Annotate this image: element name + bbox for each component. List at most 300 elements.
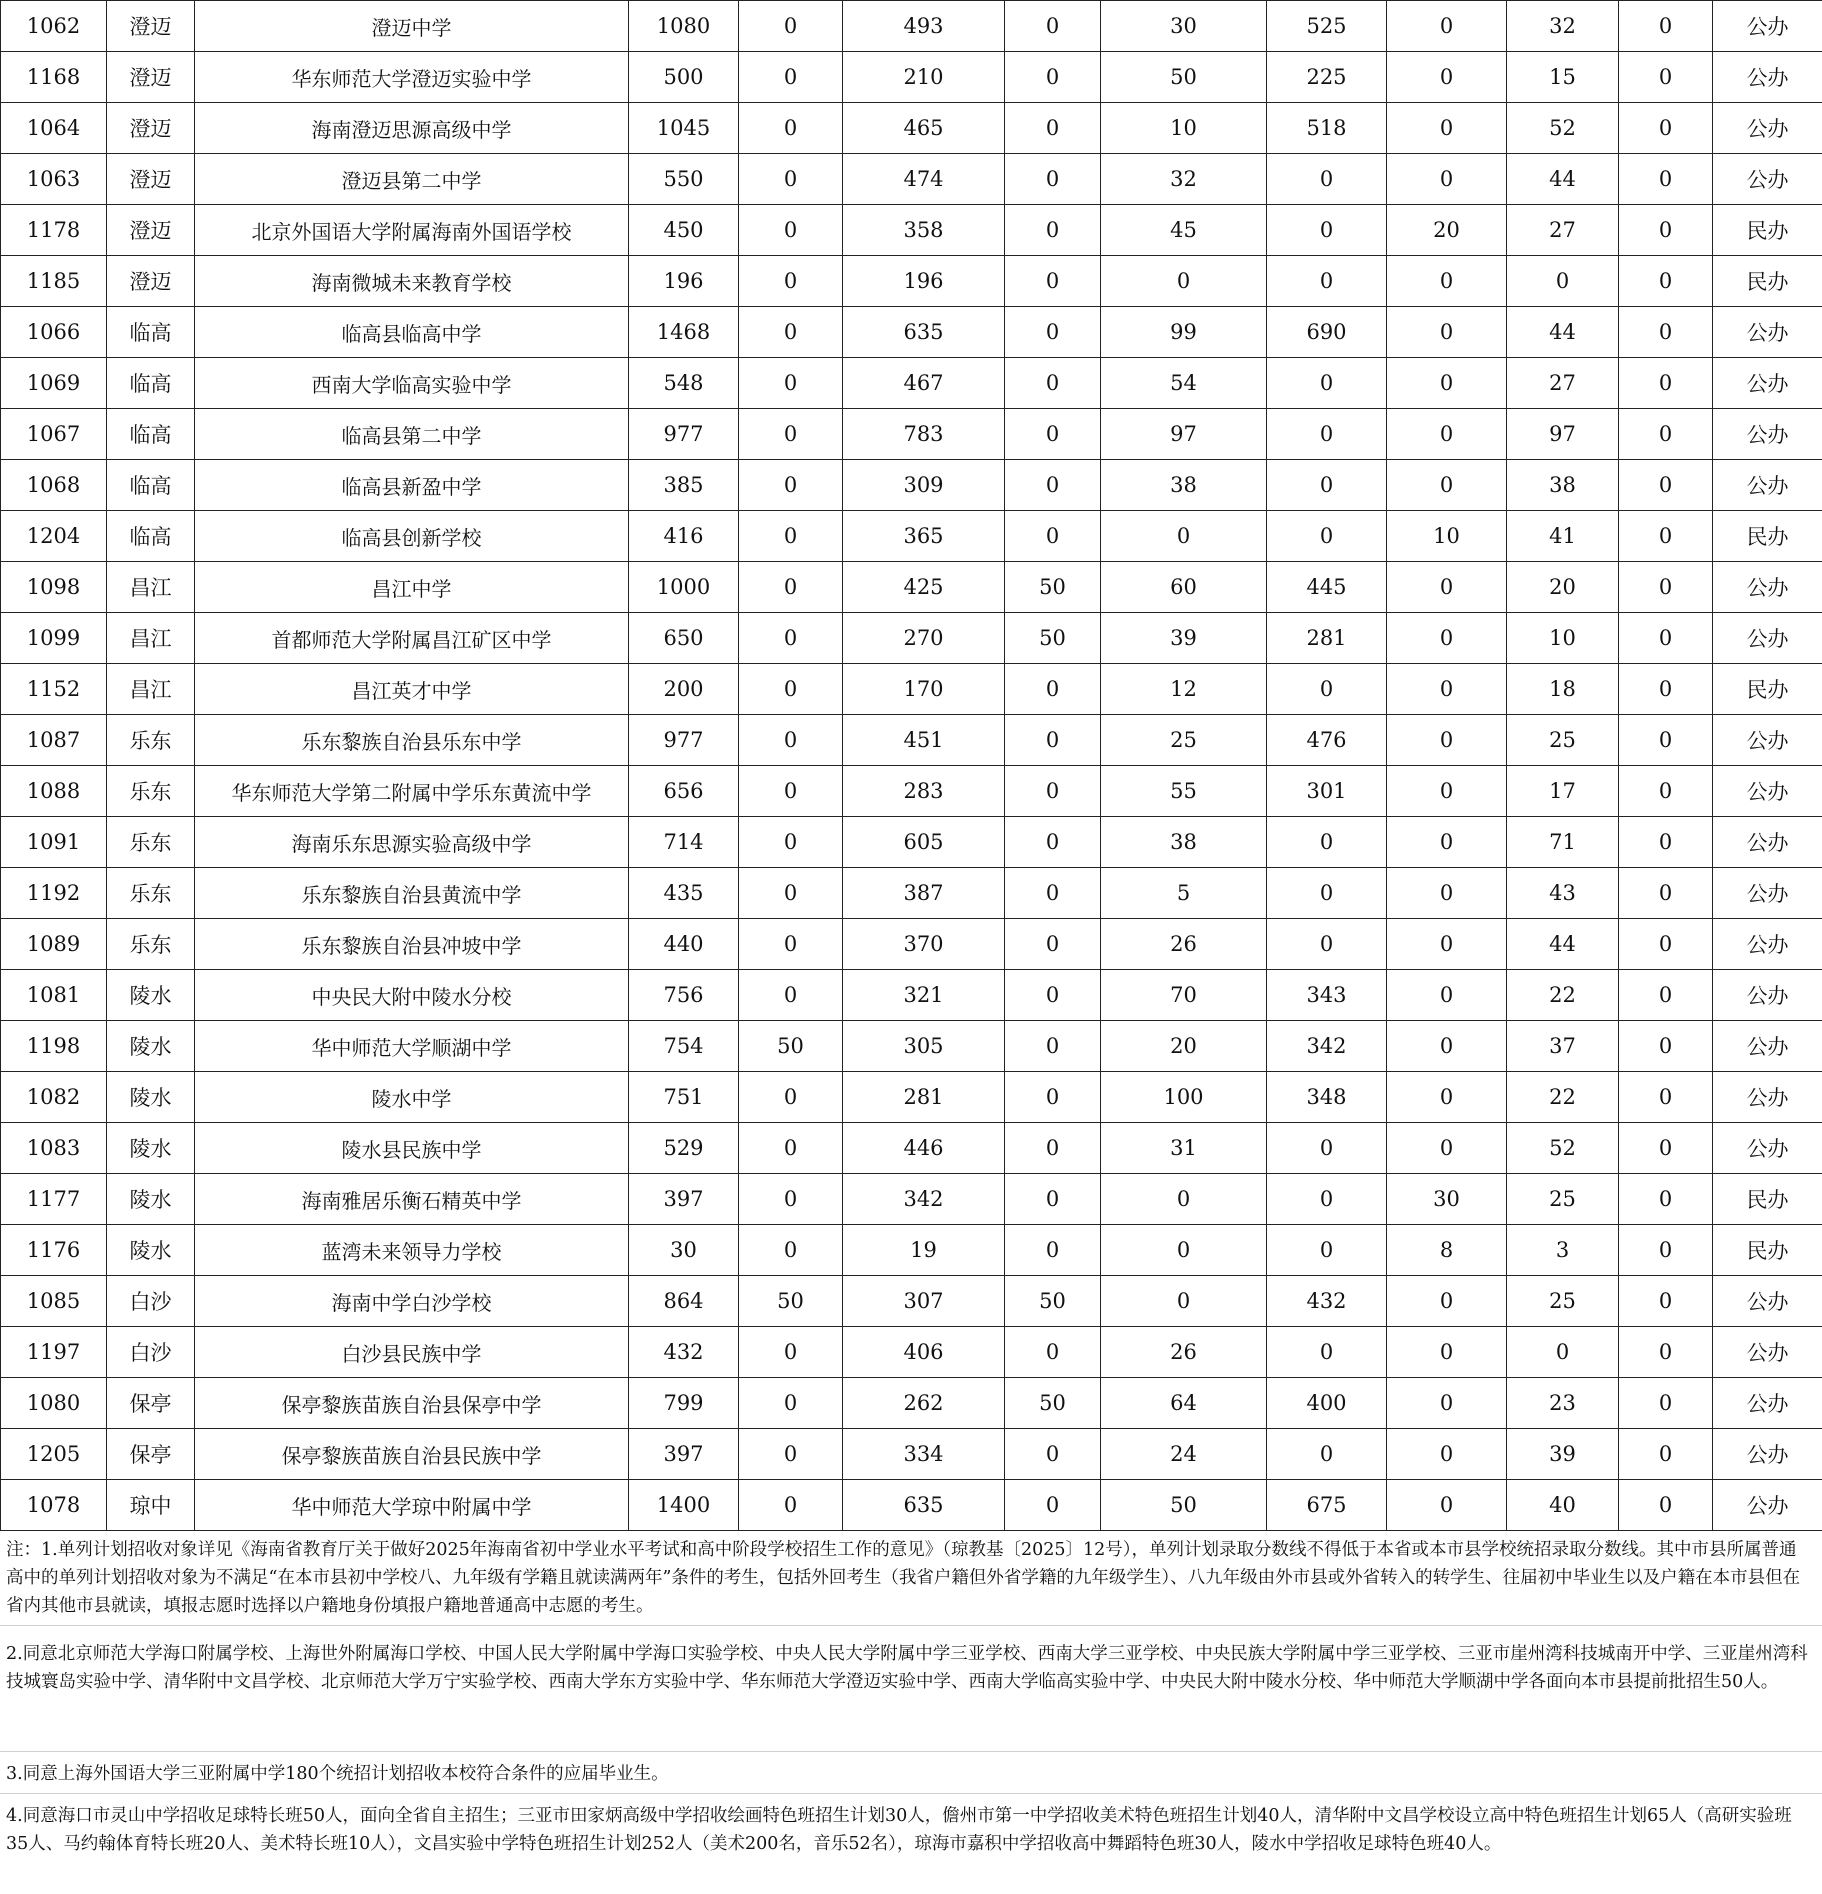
plan-col-3-cell: 0 (1005, 664, 1101, 715)
school-type-cell: 公办 (1713, 562, 1822, 613)
plan-col-1-cell: 0 (739, 562, 843, 613)
plan-col-3-cell: 50 (1005, 562, 1101, 613)
note-4: 4.同意海口市灵山中学招收足球特长班50人，面向全省自主招生；三亚市田家炳高级中学招收绘画特色班招生计划30人，儋州市第一中学招收美术特色班招生计划40人，清华附中文昌学校设立高中特色班招生计划65人（高研实验班35人、马约翰体育特长班20人、美术特长班10人），文昌实验中学特色班招生计划252人（美术200名，音乐52名），琼海市嘉积中学招收高中舞蹈特色班30人，陵水中学招收足球特色班40人。 (6, 1806, 1792, 1854)
plan-col-5-cell: 0 (1267, 256, 1387, 307)
plan-col-8-cell: 0 (1619, 205, 1713, 256)
plan-col-5-cell: 225 (1267, 52, 1387, 103)
plan-col-8-cell: 0 (1619, 358, 1713, 409)
plan-col-6-cell: 0 (1387, 154, 1507, 205)
total-plan-cell: 450 (629, 205, 739, 256)
school-code-cell: 1083 (1, 1123, 107, 1174)
plan-col-5-cell: 518 (1267, 103, 1387, 154)
plan-col-7-cell: 38 (1507, 460, 1619, 511)
total-plan-cell: 754 (629, 1021, 739, 1072)
table-row (1, 256, 1822, 307)
table-row (1, 1429, 1822, 1480)
table-row (1, 154, 1822, 205)
plan-col-7-cell: 25 (1507, 1276, 1619, 1327)
plan-col-1-cell: 0 (739, 817, 843, 868)
plan-col-5-cell: 0 (1267, 460, 1387, 511)
plan-col-4-cell: 10 (1101, 103, 1267, 154)
school-name-cell: 海南澄迈思源高级中学 (195, 103, 629, 154)
plan-col-4-cell: 99 (1101, 307, 1267, 358)
plan-col-7-cell: 44 (1507, 919, 1619, 970)
plan-col-2-cell: 210 (843, 52, 1005, 103)
county-cell: 白沙 (107, 1276, 195, 1327)
plan-col-6-cell: 0 (1387, 52, 1507, 103)
plan-col-5-cell: 0 (1267, 511, 1387, 562)
school-code-cell: 1078 (1, 1480, 107, 1531)
plan-col-6-cell: 0 (1387, 358, 1507, 409)
plan-col-3-cell: 0 (1005, 1327, 1101, 1378)
county-cell: 陵水 (107, 1021, 195, 1072)
plan-col-6-cell: 0 (1387, 868, 1507, 919)
table-row (1, 205, 1822, 256)
county-cell: 临高 (107, 460, 195, 511)
plan-col-1-cell: 0 (739, 1123, 843, 1174)
table-row (1, 52, 1822, 103)
school-name-cell: 临高县创新学校 (195, 511, 629, 562)
plan-col-4-cell: 0 (1101, 1276, 1267, 1327)
table-row (1, 1072, 1822, 1123)
plan-col-1-cell: 0 (739, 715, 843, 766)
plan-col-6-cell: 30 (1387, 1174, 1507, 1225)
school-code-cell: 1204 (1, 511, 107, 562)
plan-col-8-cell: 0 (1619, 1174, 1713, 1225)
plan-col-2-cell: 406 (843, 1327, 1005, 1378)
table-row (1, 868, 1822, 919)
plan-col-1-cell: 0 (739, 1480, 843, 1531)
plan-col-4-cell: 30 (1101, 1, 1267, 52)
total-plan-cell: 550 (629, 154, 739, 205)
school-type-cell: 公办 (1713, 460, 1822, 511)
plan-col-5-cell: 0 (1267, 1327, 1387, 1378)
plan-col-3-cell: 0 (1005, 919, 1101, 970)
school-code-cell: 1152 (1, 664, 107, 715)
school-code-cell: 1177 (1, 1174, 107, 1225)
table-row (1, 970, 1822, 1021)
plan-col-4-cell: 0 (1101, 1174, 1267, 1225)
plan-col-7-cell: 71 (1507, 817, 1619, 868)
total-plan-cell: 1000 (629, 562, 739, 613)
plan-col-3-cell: 0 (1005, 970, 1101, 1021)
plan-col-2-cell: 283 (843, 766, 1005, 817)
table-row (1, 1225, 1822, 1276)
plan-col-8-cell: 0 (1619, 664, 1713, 715)
plan-col-3-cell: 0 (1005, 409, 1101, 460)
total-plan-cell: 500 (629, 52, 739, 103)
plan-col-1-cell: 0 (739, 868, 843, 919)
plan-col-8-cell: 0 (1619, 1123, 1713, 1174)
plan-col-3-cell: 0 (1005, 460, 1101, 511)
county-cell: 乐东 (107, 919, 195, 970)
school-type-cell: 公办 (1713, 1276, 1822, 1327)
plan-col-1-cell: 0 (739, 307, 843, 358)
school-code-cell: 1197 (1, 1327, 107, 1378)
plan-col-5-cell: 0 (1267, 154, 1387, 205)
plan-col-8-cell: 0 (1619, 1480, 1713, 1531)
school-name-cell: 临高县临高中学 (195, 307, 629, 358)
school-type-cell: 公办 (1713, 103, 1822, 154)
school-name-cell: 海南微城未来教育学校 (195, 256, 629, 307)
notes-section (0, 1526, 1822, 1894)
table-row (1, 715, 1822, 766)
table-row (1, 1480, 1822, 1531)
school-name-cell: 华东师范大学第二附属中学乐东黄流中学 (195, 766, 629, 817)
school-name-cell: 临高县第二中学 (195, 409, 629, 460)
table-row (1, 358, 1822, 409)
county-cell: 乐东 (107, 817, 195, 868)
table-row (1, 103, 1822, 154)
total-plan-cell: 440 (629, 919, 739, 970)
school-code-cell: 1087 (1, 715, 107, 766)
plan-col-6-cell: 0 (1387, 1072, 1507, 1123)
plan-col-7-cell: 0 (1507, 256, 1619, 307)
school-type-cell: 公办 (1713, 1021, 1822, 1072)
plan-col-3-cell: 0 (1005, 205, 1101, 256)
plan-col-2-cell: 387 (843, 868, 1005, 919)
school-code-cell: 1091 (1, 817, 107, 868)
school-code-cell: 1168 (1, 52, 107, 103)
table-row (1, 613, 1822, 664)
plan-col-4-cell: 55 (1101, 766, 1267, 817)
plan-col-3-cell: 0 (1005, 868, 1101, 919)
plan-col-2-cell: 467 (843, 358, 1005, 409)
plan-col-6-cell: 0 (1387, 1276, 1507, 1327)
school-name-cell: 昌江英才中学 (195, 664, 629, 715)
plan-col-4-cell: 5 (1101, 868, 1267, 919)
county-cell: 保亭 (107, 1429, 195, 1480)
county-cell: 陵水 (107, 1174, 195, 1225)
plan-col-4-cell: 97 (1101, 409, 1267, 460)
plan-col-5-cell: 0 (1267, 1123, 1387, 1174)
plan-col-2-cell: 19 (843, 1225, 1005, 1276)
plan-col-8-cell: 0 (1619, 817, 1713, 868)
plan-col-2-cell: 493 (843, 1, 1005, 52)
plan-col-2-cell: 342 (843, 1174, 1005, 1225)
plan-col-6-cell: 0 (1387, 562, 1507, 613)
plan-col-4-cell: 45 (1101, 205, 1267, 256)
plan-col-2-cell: 270 (843, 613, 1005, 664)
county-cell: 澄迈 (107, 52, 195, 103)
plan-col-3-cell: 0 (1005, 817, 1101, 868)
school-code-cell: 1080 (1, 1378, 107, 1429)
school-code-cell: 1185 (1, 256, 107, 307)
plan-col-7-cell: 41 (1507, 511, 1619, 562)
plan-col-7-cell: 10 (1507, 613, 1619, 664)
plan-col-7-cell: 25 (1507, 715, 1619, 766)
county-cell: 陵水 (107, 1072, 195, 1123)
plan-col-7-cell: 20 (1507, 562, 1619, 613)
plan-col-4-cell: 24 (1101, 1429, 1267, 1480)
plan-col-6-cell: 0 (1387, 766, 1507, 817)
plan-col-8-cell: 0 (1619, 766, 1713, 817)
total-plan-cell: 529 (629, 1123, 739, 1174)
total-plan-cell: 397 (629, 1429, 739, 1480)
plan-col-2-cell: 465 (843, 103, 1005, 154)
total-plan-cell: 1468 (629, 307, 739, 358)
plan-col-6-cell: 0 (1387, 919, 1507, 970)
plan-col-1-cell: 0 (739, 664, 843, 715)
table-row (1, 460, 1822, 511)
total-plan-cell: 977 (629, 715, 739, 766)
school-type-cell: 公办 (1713, 817, 1822, 868)
plan-col-4-cell: 20 (1101, 1021, 1267, 1072)
plan-col-3-cell: 0 (1005, 1429, 1101, 1480)
plan-col-4-cell: 0 (1101, 1225, 1267, 1276)
school-code-cell: 1178 (1, 205, 107, 256)
plan-col-5-cell: 343 (1267, 970, 1387, 1021)
plan-col-6-cell: 0 (1387, 103, 1507, 154)
plan-col-1-cell: 0 (739, 154, 843, 205)
plan-col-8-cell: 0 (1619, 460, 1713, 511)
plan-col-5-cell: 301 (1267, 766, 1387, 817)
school-code-cell: 1063 (1, 154, 107, 205)
county-cell: 临高 (107, 358, 195, 409)
plan-col-2-cell: 358 (843, 205, 1005, 256)
school-code-cell: 1064 (1, 103, 107, 154)
plan-col-2-cell: 321 (843, 970, 1005, 1021)
plan-col-7-cell: 23 (1507, 1378, 1619, 1429)
plan-col-3-cell: 0 (1005, 358, 1101, 409)
plan-col-2-cell: 605 (843, 817, 1005, 868)
plan-col-2-cell: 446 (843, 1123, 1005, 1174)
note-3: 3.同意上海外国语大学三亚附属中学180个统招计划招收本校符合条件的应届毕业生。 (0, 1752, 1822, 1794)
plan-col-2-cell: 425 (843, 562, 1005, 613)
plan-col-1-cell: 0 (739, 256, 843, 307)
county-cell: 琼中 (107, 1480, 195, 1531)
plan-col-8-cell: 0 (1619, 154, 1713, 205)
plan-col-7-cell: 15 (1507, 52, 1619, 103)
table-row (1, 1021, 1822, 1072)
school-type-cell: 公办 (1713, 1072, 1822, 1123)
plan-col-7-cell: 27 (1507, 358, 1619, 409)
plan-col-5-cell: 0 (1267, 1429, 1387, 1480)
plan-col-6-cell: 0 (1387, 256, 1507, 307)
school-type-cell: 公办 (1713, 1429, 1822, 1480)
note-2: 2.同意北京师范大学海口附属学校、上海世外附属海口学校、中国人民大学附属中学海口实验学校、中央人民大学附属中学三亚学校、西南大学三亚学校、中央民族大学附属中学三亚学校、三亚市崖州湾科技城南开中学、三亚崖州湾科技城寰岛实验中学、清华附中文昌学校、北京师范大学万宁实验学校、西南大学东方实验中学、华东师范大学澄迈实验中学、西南大学临高实验中学、中央民大附中陵水分校、华中师范大学顺湖中学各面向本市县提前批招生50人。 (0, 1626, 1822, 1752)
plan-col-8-cell: 0 (1619, 256, 1713, 307)
plan-col-4-cell: 38 (1101, 817, 1267, 868)
county-cell: 昌江 (107, 613, 195, 664)
plan-col-3-cell: 0 (1005, 1123, 1101, 1174)
plan-col-7-cell: 27 (1507, 205, 1619, 256)
plan-col-7-cell: 3 (1507, 1225, 1619, 1276)
school-name-cell: 北京外国语大学附属海南外国语学校 (195, 205, 629, 256)
plan-col-5-cell: 0 (1267, 1225, 1387, 1276)
school-name-cell: 昌江中学 (195, 562, 629, 613)
plan-col-7-cell: 40 (1507, 1480, 1619, 1531)
plan-col-1-cell: 50 (739, 1021, 843, 1072)
plan-col-7-cell: 17 (1507, 766, 1619, 817)
total-plan-cell: 397 (629, 1174, 739, 1225)
school-type-cell: 公办 (1713, 1123, 1822, 1174)
school-name-cell: 海南乐东思源实验高级中学 (195, 817, 629, 868)
plan-col-5-cell: 348 (1267, 1072, 1387, 1123)
school-type-cell: 公办 (1713, 358, 1822, 409)
plan-col-7-cell: 52 (1507, 103, 1619, 154)
plan-col-5-cell: 0 (1267, 664, 1387, 715)
school-name-cell: 澄迈中学 (195, 1, 629, 52)
school-type-cell: 公办 (1713, 919, 1822, 970)
total-plan-cell: 548 (629, 358, 739, 409)
plan-col-7-cell: 44 (1507, 307, 1619, 358)
plan-col-4-cell: 25 (1101, 715, 1267, 766)
plan-col-8-cell: 0 (1619, 103, 1713, 154)
school-name-cell: 首都师范大学附属昌江矿区中学 (195, 613, 629, 664)
plan-col-7-cell: 25 (1507, 1174, 1619, 1225)
county-cell: 陵水 (107, 1123, 195, 1174)
plan-col-6-cell: 0 (1387, 1, 1507, 52)
plan-col-1-cell: 0 (739, 409, 843, 460)
school-code-cell: 1098 (1, 562, 107, 613)
plan-col-7-cell: 22 (1507, 1072, 1619, 1123)
school-name-cell: 西南大学临高实验中学 (195, 358, 629, 409)
plan-col-3-cell: 0 (1005, 256, 1101, 307)
table-row (1, 766, 1822, 817)
plan-col-8-cell: 0 (1619, 1225, 1713, 1276)
plan-col-2-cell: 196 (843, 256, 1005, 307)
total-plan-cell: 200 (629, 664, 739, 715)
school-name-cell: 华中师范大学琼中附属中学 (195, 1480, 629, 1531)
plan-col-2-cell: 365 (843, 511, 1005, 562)
plan-col-7-cell: 43 (1507, 868, 1619, 919)
school-type-cell: 公办 (1713, 970, 1822, 1021)
plan-col-1-cell: 0 (739, 52, 843, 103)
plan-col-4-cell: 0 (1101, 256, 1267, 307)
school-code-cell: 1089 (1, 919, 107, 970)
plan-col-2-cell: 307 (843, 1276, 1005, 1327)
plan-col-1-cell: 0 (739, 919, 843, 970)
plan-col-1-cell: 0 (739, 1174, 843, 1225)
plan-col-4-cell: 50 (1101, 1480, 1267, 1531)
table-row (1, 1123, 1822, 1174)
school-type-cell: 公办 (1713, 613, 1822, 664)
plan-col-4-cell: 12 (1101, 664, 1267, 715)
plan-col-1-cell: 0 (739, 970, 843, 1021)
plan-col-3-cell: 0 (1005, 103, 1101, 154)
school-name-cell: 中央民大附中陵水分校 (195, 970, 629, 1021)
county-cell: 临高 (107, 307, 195, 358)
school-type-cell: 民办 (1713, 664, 1822, 715)
total-plan-cell: 864 (629, 1276, 739, 1327)
county-cell: 保亭 (107, 1378, 195, 1429)
plan-col-4-cell: 32 (1101, 154, 1267, 205)
plan-col-3-cell: 50 (1005, 1378, 1101, 1429)
plan-col-3-cell: 0 (1005, 511, 1101, 562)
school-type-cell: 公办 (1713, 307, 1822, 358)
plan-col-8-cell: 0 (1619, 1072, 1713, 1123)
plan-col-6-cell: 0 (1387, 613, 1507, 664)
plan-col-4-cell: 39 (1101, 613, 1267, 664)
plan-col-7-cell: 22 (1507, 970, 1619, 1021)
school-name-cell: 华东师范大学澄迈实验中学 (195, 52, 629, 103)
plan-col-1-cell: 0 (739, 1378, 843, 1429)
school-name-cell: 乐东黎族自治县黄流中学 (195, 868, 629, 919)
plan-col-3-cell: 0 (1005, 154, 1101, 205)
county-cell: 白沙 (107, 1327, 195, 1378)
table-row (1, 409, 1822, 460)
plan-col-1-cell: 0 (739, 1, 843, 52)
plan-col-3-cell: 50 (1005, 613, 1101, 664)
county-cell: 澄迈 (107, 154, 195, 205)
table-row (1, 562, 1822, 613)
school-name-cell: 华中师范大学顺湖中学 (195, 1021, 629, 1072)
school-code-cell: 1192 (1, 868, 107, 919)
plan-col-5-cell: 525 (1267, 1, 1387, 52)
plan-col-7-cell: 44 (1507, 154, 1619, 205)
plan-col-5-cell: 0 (1267, 817, 1387, 868)
plan-col-6-cell: 0 (1387, 1021, 1507, 1072)
plan-col-2-cell: 334 (843, 1429, 1005, 1480)
plan-col-2-cell: 281 (843, 1072, 1005, 1123)
plan-col-5-cell: 476 (1267, 715, 1387, 766)
plan-col-5-cell: 0 (1267, 358, 1387, 409)
plan-col-7-cell: 37 (1507, 1021, 1619, 1072)
plan-col-6-cell: 0 (1387, 1123, 1507, 1174)
plan-col-8-cell: 0 (1619, 1021, 1713, 1072)
plan-col-5-cell: 445 (1267, 562, 1387, 613)
total-plan-cell: 30 (629, 1225, 739, 1276)
county-cell: 乐东 (107, 766, 195, 817)
plan-col-7-cell: 32 (1507, 1, 1619, 52)
school-type-cell: 公办 (1713, 868, 1822, 919)
plan-col-3-cell: 0 (1005, 1072, 1101, 1123)
plan-col-1-cell: 0 (739, 1327, 843, 1378)
total-plan-cell: 714 (629, 817, 739, 868)
plan-col-2-cell: 635 (843, 1480, 1005, 1531)
school-code-cell: 1069 (1, 358, 107, 409)
plan-col-6-cell: 0 (1387, 307, 1507, 358)
school-type-cell: 公办 (1713, 715, 1822, 766)
note-1: 注：1.单列计划招收对象详见《海南省教育厅关于做好2025年海南省初中学业水平考试和高中阶段学校招生工作的意见》（琼教基〔2025〕12号），单列计划录取分数线不得低于本省或本市县学校统招录取分数线。其中市县所属普通高中的单列计划招收对象为不满足“在本市县初中学校八、九年级有学籍且就读满两年”条件的考生，包括外回考生（我省户籍但外省学籍的九年级学生）、八九年级由外市县或外省转入的转学生、往届初中毕业生以及户籍在本市县但在省内其他市县就读，填报志愿时选择以户籍地身份填报户籍地普通高中志愿的考生。 (0, 1526, 1822, 1626)
plan-col-8-cell: 0 (1619, 970, 1713, 1021)
plan-col-6-cell: 0 (1387, 1480, 1507, 1531)
plan-col-5-cell: 0 (1267, 409, 1387, 460)
county-cell: 乐东 (107, 868, 195, 919)
plan-col-5-cell: 675 (1267, 1480, 1387, 1531)
table-row (1, 1, 1822, 52)
total-plan-cell: 751 (629, 1072, 739, 1123)
school-name-cell: 乐东黎族自治县乐东中学 (195, 715, 629, 766)
plan-col-4-cell: 54 (1101, 358, 1267, 409)
school-name-cell: 临高县新盈中学 (195, 460, 629, 511)
plan-col-4-cell: 50 (1101, 52, 1267, 103)
school-type-cell: 公办 (1713, 154, 1822, 205)
county-cell: 昌江 (107, 562, 195, 613)
plan-col-8-cell: 0 (1619, 562, 1713, 613)
plan-col-3-cell: 0 (1005, 766, 1101, 817)
total-plan-cell: 1045 (629, 103, 739, 154)
plan-col-6-cell: 0 (1387, 970, 1507, 1021)
plan-col-6-cell: 0 (1387, 1378, 1507, 1429)
school-code-cell: 1176 (1, 1225, 107, 1276)
plan-col-2-cell: 262 (843, 1378, 1005, 1429)
plan-col-6-cell: 0 (1387, 1327, 1507, 1378)
plan-col-4-cell: 31 (1101, 1123, 1267, 1174)
school-name-cell: 陵水中学 (195, 1072, 629, 1123)
plan-col-8-cell: 0 (1619, 868, 1713, 919)
plan-col-8-cell: 0 (1619, 1378, 1713, 1429)
table-row (1, 664, 1822, 715)
plan-col-8-cell: 0 (1619, 511, 1713, 562)
plan-col-1-cell: 50 (739, 1276, 843, 1327)
plan-col-2-cell: 370 (843, 919, 1005, 970)
plan-col-5-cell: 281 (1267, 613, 1387, 664)
school-type-cell: 公办 (1713, 1327, 1822, 1378)
school-code-cell: 1198 (1, 1021, 107, 1072)
plan-col-2-cell: 170 (843, 664, 1005, 715)
